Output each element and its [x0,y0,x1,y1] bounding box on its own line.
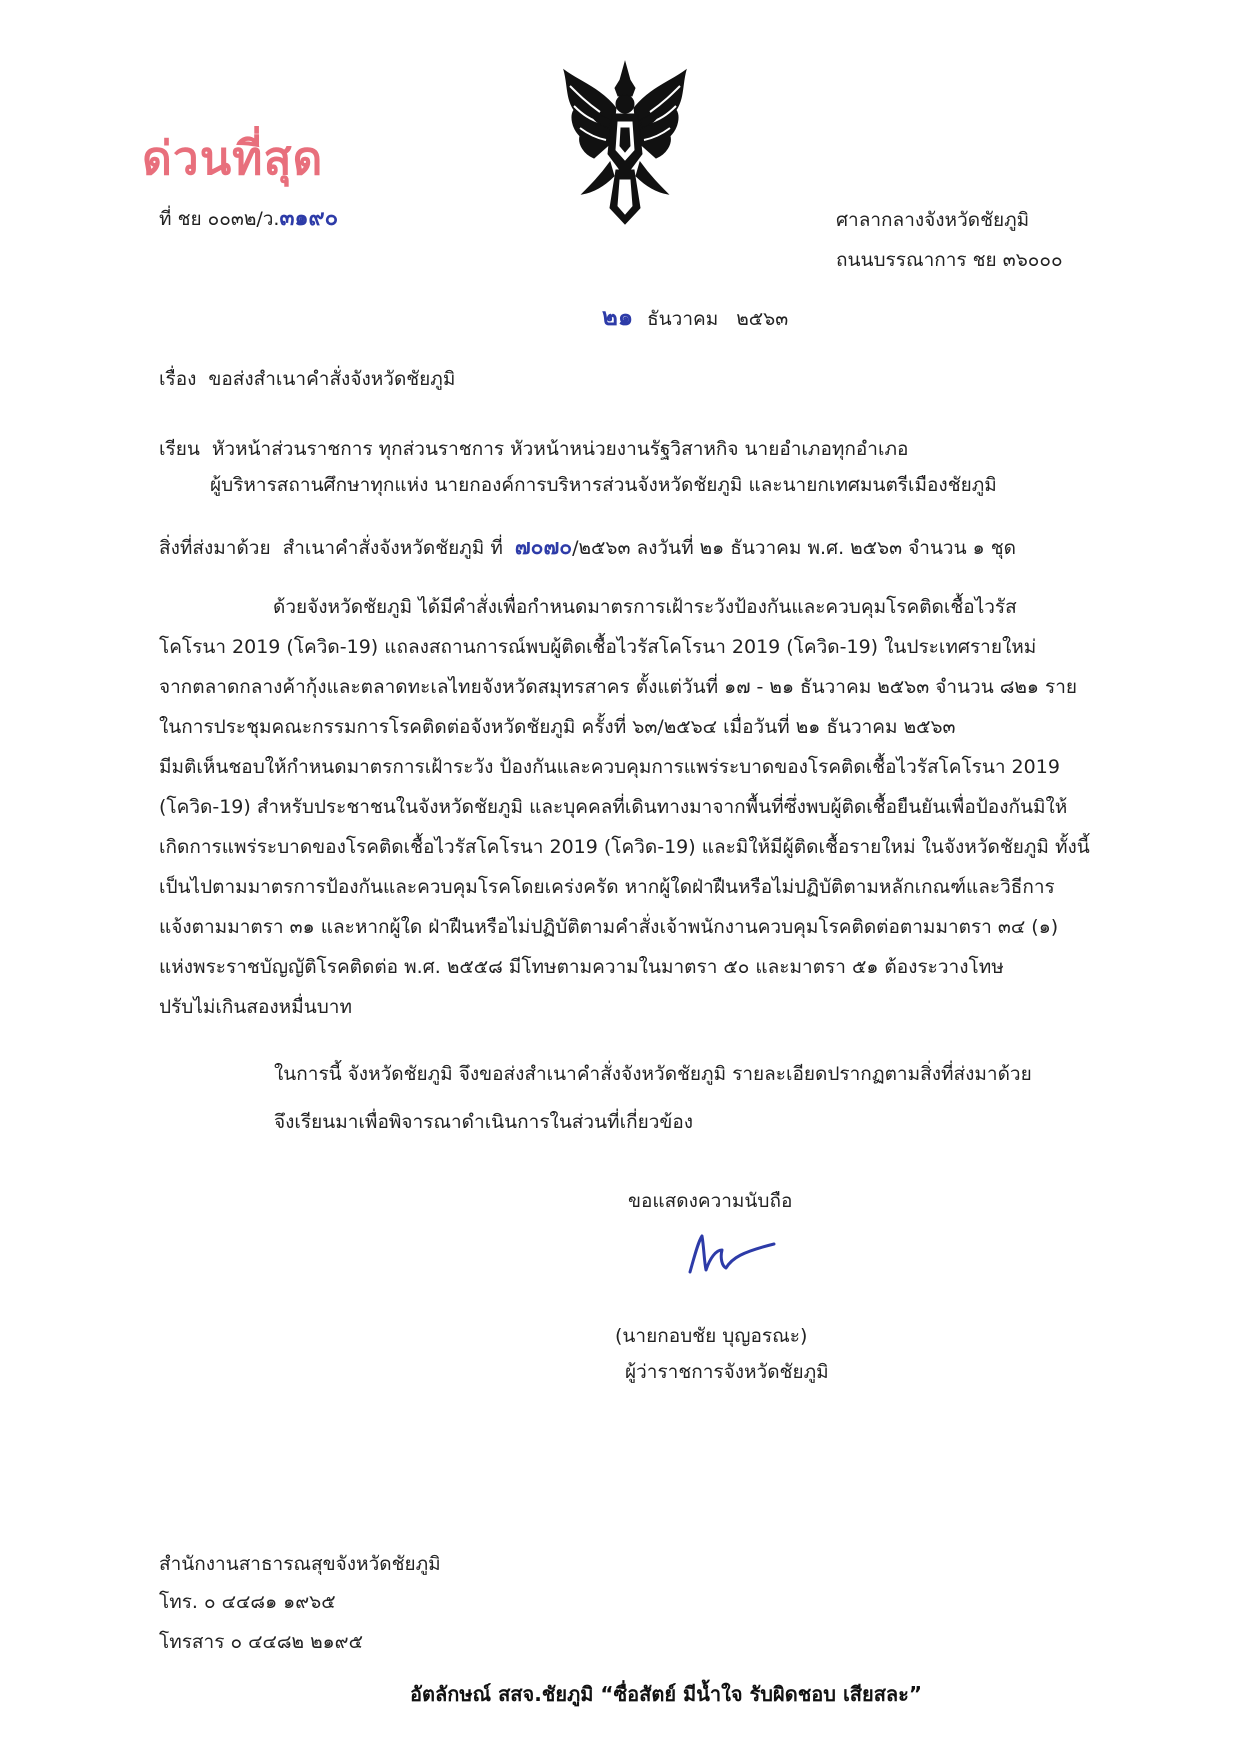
enclosure-label: สิ่งที่ส่งมาด้วย [159,537,271,559]
document-date [602,303,788,333]
body-line: แจ้งตามมาตรา ๓๑ และหากผู้ใด ฝ่าฝืนหรือไม่ปฏิบัติตามคำสั่งเจ้าพนักงานควบคุมโรคติดต่อตามมาตรา ๓๔ (๑) [159,916,1059,938]
date-day-handwritten: ๒๑ [602,302,634,331]
subject-text: ขอส่งสำเนาคำสั่งจังหวัดชัยภูมิ [208,368,456,390]
date-year: ๒๕๖๓ [736,308,789,330]
recipient-line-1 [159,435,908,463]
body-line: เกิดการแพร่ระบาดของโรคติดเชื้อไวรัสโคโรนา 2019 (โควิด-19) และมิให้มีผู้ติดเชื้อรายใหม่ ในจังหวัดชัยภูมิ ทั้งนี้ [159,836,1090,858]
document-number-handwritten: ๓๑๙๐ [279,205,338,231]
body-line: แห่งพระราชบัญญัติโรคติดต่อ พ.ศ. ๒๕๕๘ มีโทษตามความในมาตรา ๕๐ และมาตรา ๕๑ ต้องระวางโทษ [159,956,1004,978]
garuda-emblem-icon [560,58,690,228]
address-line-1: ศาลากลางจังหวัดชัยภูมิ [836,209,1030,231]
recipient-text-1: หัวหน้าส่วนราชการ ทุกส่วนราชการ หัวหน้าหน่วยงานรัฐวิสาหกิจ นายอำเภอทุกอำเภอ [211,438,909,460]
body-line: เป็นไปตามมาตรการป้องกันและควบคุมโรคโดยเคร่งครัด หากผู้ใดฝ่าฝืนหรือไม่ปฏิบัติตามหลักเกณฑ์และวิธีการ [159,876,1055,898]
handwritten-signature-icon [682,1228,782,1278]
footer-phone: โทร. ๐ ๔๔๘๑ ๑๙๖๕ [159,1591,336,1613]
body-line: โคโรนา 2019 (โควิด-19) แถลงสถานการณ์พบผู้ติดเชื้อไวรัสโคโรนา 2019 (โควิด-19) ในประเทศรายใหม่ [159,636,1037,658]
document-number [159,204,338,233]
footer-fax: โทรสาร ๐ ๔๔๘๒ ๒๑๙๕ [159,1631,363,1653]
enclosure-suffix: /๒๕๖๓ ลงวันที่ ๒๑ ธันวาคม พ.ศ. ๒๕๖๓ จำนวน ๑ ชุด [572,537,1016,559]
address-line-2: ถนนบรรณาการ ชย ๓๖๐๐๐ [836,249,1063,271]
body-line: ด้วยจังหวัดชัยภูมิ ได้มีคำสั่งเพื่อกำหนดมาตรการเฝ้าระวังป้องกันและควบคุมโรคติดเชื้อไวรัส [273,596,1017,618]
body-line: (โควิด-19) สำหรับประชาชนในจังหวัดชัยภูมิ และบุคคลที่เดินทางมาจากพื้นที่ซึ่งพบผู้ติดเชื้อยืนยันเพื่อป้องกันมิให้ [159,796,1068,818]
body-paragraph-2: ในการนี้ จังหวัดชัยภูมิ จึงขอส่งสำเนาคำสั่งจังหวัดชัยภูมิ รายละเอียดปรากฏตามสิ่งที่ส่งมาด้วย [274,1063,1032,1085]
date-month: ธันวาคม [647,308,719,330]
signer-name: (นายกอบชัย บุญอรณะ) [615,1325,808,1347]
closing-salutation: ขอแสดงความนับถือ [628,1190,793,1212]
subject-label: เรื่อง [159,368,197,390]
recipient-label: เรียน [159,438,200,460]
enclosure-prefix: สำเนาคำสั่งจังหวัดชัยภูมิ ที่ [282,537,503,559]
footer-office: สำนักงานสาธารณสุขจังหวัดชัยภูมิ [159,1553,441,1575]
body-line: ในการประชุมคณะกรรมการโรคติดต่อจังหวัดชัยภูมิ ครั้งที่ ๖๓/๒๕๖๔ เมื่อวันที่ ๒๑ ธันวาคม ๒๕๖๓ [159,716,956,738]
urgency-stamp: ด่วนที่สุด [142,131,324,185]
subject-line [159,365,455,393]
body-paragraph-3: จึงเรียนมาเพื่อพิจารณาดำเนินการในส่วนที่เกี่ยวข้อง [274,1111,694,1133]
signer-position: ผู้ว่าราชการจังหวัดชัยภูมิ [625,1361,829,1383]
body-line: มีมติเห็นชอบให้กำหนดมาตรการเฝ้าระวัง ป้องกันและควบคุมการแพร่ระบาดของโรคติดเชื้อไวรัสโคโรนา 2019 [159,756,1060,778]
recipient-line-2: ผู้บริหารสถานศึกษาทุกแห่ง นายกองค์การบริหารส่วนจังหวัดชัยภูมิ และนายกเทศมนตรีเมืองชัยภูมิ [210,474,997,496]
footer-identity-motto: อัตลักษณ์ สสจ.ชัยภูมิ “ซื่อสัตย์ มีน้ำใจ รับผิดชอบ เสียสละ” [410,1682,923,1706]
enclosure-line [159,533,1016,562]
body-line: จากตลาดกลางค้ากุ้งและตลาดทะเลไทยจังหวัดสมุทรสาคร ตั้งแต่วันที่ ๑๗ - ๒๑ ธันวาคม ๒๕๖๓ จำนวน ๘๒๑ ราย [159,676,1078,698]
enclosure-order-number-handwritten: ๗๐๗๐ [514,534,573,559]
document-number-prefix: ที่ ชย ๐๐๓๒/ว. [159,208,280,230]
body-line: ปรับไม่เกินสองหมื่นบาท [159,996,352,1018]
